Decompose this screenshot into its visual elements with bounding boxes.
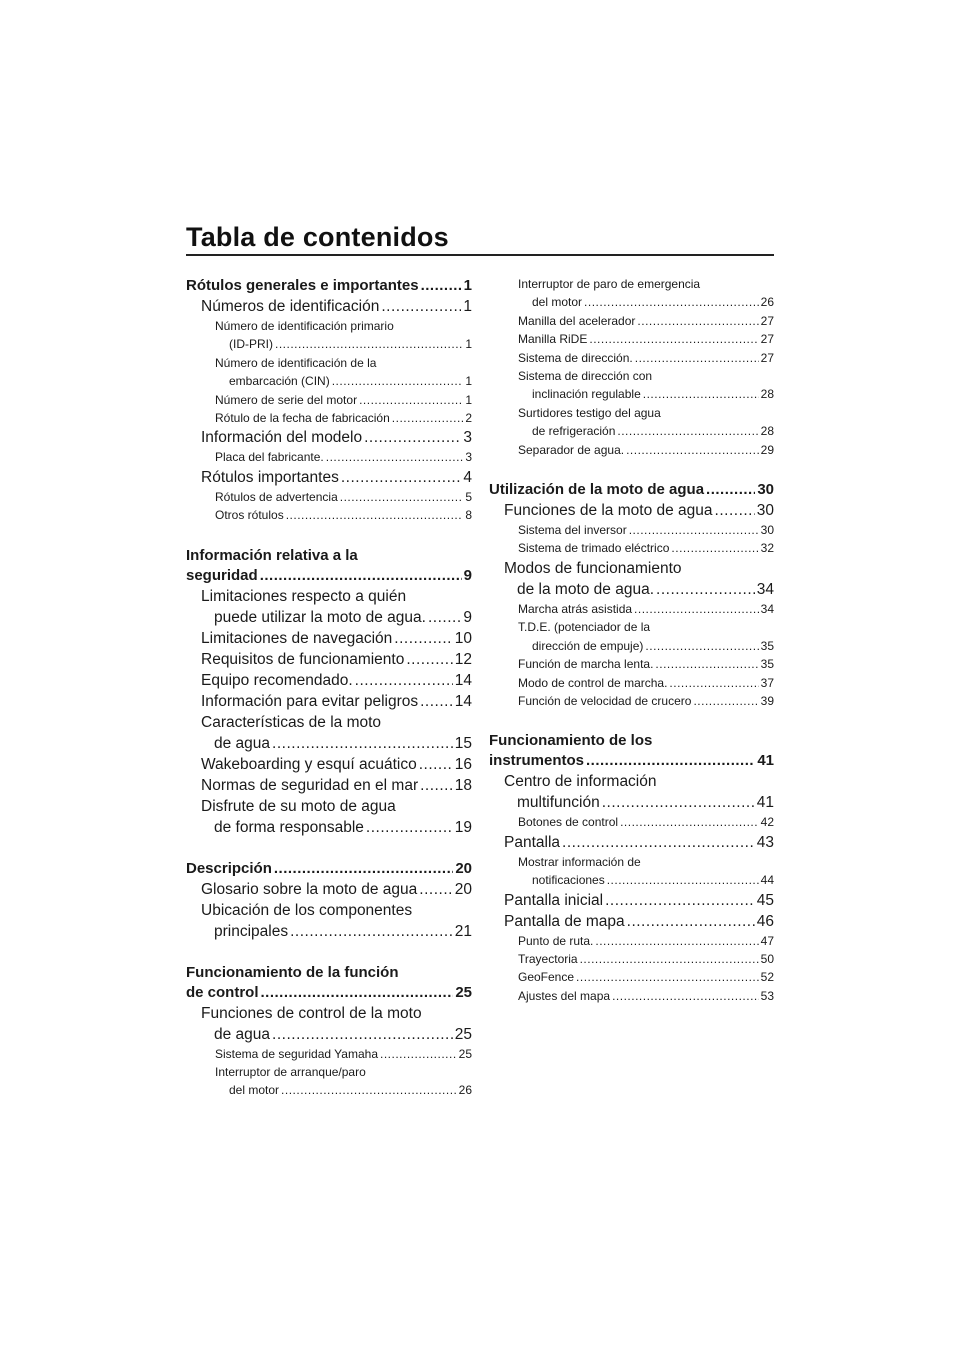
dot-leader [626,441,759,459]
toc-subentry[interactable] [186,391,472,409]
dot-leader [421,276,462,296]
toc-subentry-continued[interactable] [489,385,774,403]
toc-entry-line[interactable]: Ubicación de los componentes [201,901,413,919]
toc-subentry[interactable] [489,441,774,459]
dot-leader [620,813,759,831]
toc-entry-title: del motor [229,1083,280,1098]
toc-page-number: 39 [760,693,774,708]
toc-entry-title: (ID-PRI) [229,337,273,352]
toc-page-number: 26 [760,295,774,310]
toc-entry-title: de refrigeración [532,424,616,439]
toc-subentry-continued[interactable] [489,871,774,889]
dot-leader [595,932,758,950]
toc-page-number: 41 [756,794,774,812]
toc-entry-title: Rótulos generales e importantes [186,277,419,294]
dot-leader [364,427,461,448]
section-spacer [186,525,472,546]
toc-page-number: 35 [760,638,774,653]
toc-subentry-line[interactable]: Interruptor de arranque/paro [215,1065,366,1080]
toc-entry-continued[interactable] [186,921,472,942]
dot-leader [261,983,454,1003]
dot-leader [419,754,453,775]
toc-entry-title: Punto de ruta. [518,933,594,948]
toc-subentry-line[interactable]: Surtidores testigo del agua [518,405,661,420]
toc-entry-title: Placa del fabricante. [215,450,324,465]
toc-subentry[interactable] [489,950,774,968]
dot-leader [340,488,464,506]
toc-entry-title: puede utilizar la moto de agua. [214,608,426,626]
dot-leader [380,1045,457,1063]
dot-leader [643,385,759,403]
toc-page-number: 46 [756,912,774,930]
toc-entry[interactable] [489,890,774,911]
toc-page-number: 1 [463,277,472,294]
toc-entry-title: Rótulos importantes [201,468,339,486]
toc-entry[interactable] [186,649,472,670]
toc-entry-title: Números de identificación [201,298,380,315]
toc-entry-line[interactable]: Limitaciones respecto a quién [201,587,407,605]
toc-page-number: 27 [760,332,774,347]
toc-page-number: 52 [760,970,774,985]
section-spacer [186,838,472,859]
dot-leader [359,391,463,409]
dot-leader [381,296,461,317]
toc-entry-title: Manilla del acelerador [518,313,636,328]
toc-subentry-line[interactable]: Número de identificación primario [215,319,394,333]
dot-leader [366,817,453,838]
dot-leader [281,1081,457,1099]
toc-column-right [489,275,774,1005]
toc-subentry-line[interactable]: Interruptor de paro de emergencia [518,277,701,291]
toc-subentry[interactable] [489,312,774,330]
toc-entry-line[interactable]: Modos de funcionamiento [504,559,682,577]
dot-leader [394,628,452,649]
toc-subentry-line[interactable]: T.D.E. (potenciador de la [518,620,651,635]
dot-leader [260,566,462,586]
toc-page-number: 30 [760,523,774,538]
dot-leader [706,480,755,500]
dot-leader [589,330,758,348]
toc-entry-title: multifunción [517,794,600,812]
dot-leader [406,649,452,670]
dot-leader [332,372,464,390]
dot-leader [355,670,453,691]
toc-entry-title: Función de velocidad de crucero [518,693,692,708]
section-spacer [489,459,774,480]
toc-section-heading[interactable] [186,983,472,1003]
toc-subentry[interactable] [489,674,774,692]
toc-section-heading[interactable] [489,751,774,771]
toc-entry-title: Manilla RiDE [518,332,588,347]
toc-subentry[interactable] [489,968,774,986]
toc-subentry-line[interactable]: Mostrar información de [518,854,641,869]
toc-page-number: 21 [454,922,472,940]
toc-subentry-line[interactable]: Número de identificación de la [215,355,377,370]
toc-entry-title: Sistema de dirección. [518,350,633,365]
toc-page-number: 1 [465,374,472,389]
toc-page-number: 34 [756,580,774,598]
toc-page-number: 4 [463,468,472,486]
dot-leader [671,539,758,557]
dot-leader [274,859,453,879]
toc-page-number: 3 [463,429,472,447]
toc-page-number: 18 [454,776,472,794]
toc-entry-title: Rótulos de advertencia [215,489,338,504]
toc-entry-title: Separador de agua. [518,442,625,457]
toc-page-number: 14 [454,692,472,710]
toc-page-number: 9 [463,608,472,626]
toc-page-number: 45 [756,891,774,909]
toc-entry-title: notificaciones [532,873,605,888]
dot-leader [428,607,461,628]
toc-page-number: 50 [760,951,774,966]
dot-leader [286,506,464,524]
dot-leader [602,792,755,813]
toc-entry-title: Pantalla de mapa [504,912,625,930]
dot-leader [272,1024,453,1045]
toc-subentry-continued[interactable] [489,293,774,311]
toc-entry-title: Normas de seguridad en el mar [201,776,419,794]
toc-page-number: 53 [760,988,774,1003]
toc-subentry[interactable] [186,409,472,427]
dot-leader [629,521,759,539]
dot-leader [272,733,453,754]
toc-entry-title: dirección de empuje) [532,638,644,653]
dot-leader [341,467,462,488]
dot-leader [669,674,758,692]
toc-subentry[interactable] [489,521,774,539]
toc-subentry[interactable] [489,932,774,950]
toc-entry-continued[interactable] [489,792,774,813]
toc-entry[interactable] [186,296,472,317]
toc-page-number: 30 [756,502,774,520]
toc-page-number: 28 [760,424,774,439]
toc-entry-title: Sistema del inversor [518,523,627,538]
toc-entry-continued[interactable] [186,1024,472,1045]
section-spacer [186,942,472,963]
toc-entry-title: GeoFence [518,970,575,985]
toc-entry[interactable] [186,467,472,488]
dot-leader [420,775,453,796]
toc-section-heading[interactable] [186,566,472,586]
toc-entry-title: Número de serie del motor [215,392,358,407]
toc-entry[interactable] [186,691,472,712]
dot-leader [290,921,453,942]
toc-section-heading-line[interactable]: Funcionamiento de la función [186,963,399,981]
dot-leader [275,335,463,353]
toc-page-number: 20 [454,880,472,898]
dot-leader [637,312,758,330]
toc-entry-title: de forma responsable [214,818,364,836]
toc-entry-title: instrumentos [489,752,585,770]
toc-entry-title: Trayectoria [518,951,578,966]
toc-page-number: 19 [454,818,472,836]
toc-subentry-continued[interactable] [489,637,774,655]
toc-entry-title: Marcha atrás asistida [518,601,633,616]
toc-page-number: 26 [458,1083,472,1098]
toc-subentry[interactable] [186,448,472,466]
toc-page-number: 9 [463,566,472,584]
dot-leader [607,871,759,889]
toc-subentry[interactable] [186,1045,472,1063]
toc-entry[interactable] [186,628,472,649]
toc-entry-title: Sistema de trimado eléctrico [518,541,670,556]
toc-page-number: 30 [757,481,774,499]
page-title: Tabla de contenidos [186,222,449,252]
toc-page-number: 28 [760,387,774,402]
toc-entry-title: de control [186,983,259,1001]
dot-leader [419,879,452,900]
dot-leader [562,832,755,853]
toc-entry-title: Limitaciones de navegación [201,629,393,647]
toc-subentry[interactable] [186,506,472,524]
toc-page-number: 27 [760,350,774,365]
toc-entry-continued[interactable] [186,733,472,754]
toc-entry[interactable] [489,911,774,932]
toc-page-number: 3 [465,450,472,465]
dot-leader [580,950,759,968]
dot-leader [655,655,758,673]
toc-entry-title: de agua [214,734,271,752]
toc-entry-line[interactable]: Centro de información [504,773,657,791]
toc-entry[interactable] [186,670,472,691]
dot-leader [617,422,758,440]
toc-entry-title: Wakeboarding y esquí acuático [201,755,417,773]
toc-subentry[interactable] [489,539,774,557]
section-spacer [489,710,774,731]
toc-entry-title: de agua [214,1025,271,1043]
dot-leader [635,349,759,367]
toc-page-number: 15 [454,734,472,752]
toc-entry-title: Información para evitar peligros [201,692,419,710]
dot-leader [693,692,758,710]
toc-entry-line[interactable]: Características de la moto [201,713,382,731]
toc-entry-title: Funciones de la moto de agua [504,502,713,520]
dot-leader [576,968,759,986]
toc-entry-title: Información del modelo [201,429,363,447]
dot-leader [715,500,755,521]
toc-page-number: 47 [760,933,774,948]
dot-leader [656,579,755,600]
toc-section-heading[interactable] [186,859,472,879]
toc-entry[interactable] [186,879,472,900]
toc-page-number: 42 [760,815,774,830]
toc-page-number: 43 [756,833,774,851]
toc-page-number: 1 [465,392,472,407]
toc-column-left [186,276,472,1100]
toc-entry-title: Descripción [186,859,272,877]
toc-entry-title: Ajustes del mapa [518,988,611,1003]
toc-page-number: 14 [454,671,472,689]
toc-page-number: 2 [465,411,472,426]
dot-leader [612,987,759,1005]
toc-entry-line[interactable]: Disfrute de su moto de agua [201,797,396,815]
toc-page-number: 44 [760,873,774,888]
dot-leader [627,911,755,932]
toc-page-number: 5 [465,489,472,504]
dot-leader [645,637,758,655]
toc-entry-title: Rótulo de la fecha de fabricación [215,411,390,426]
toc-entry-title: de la moto de agua. [517,580,655,598]
toc-page-number: 29 [760,442,774,457]
toc-page-number: 1 [463,298,472,315]
toc-page-number: 34 [760,601,774,616]
toc-entry-title: embarcación (CIN) [229,374,330,389]
toc-section-heading-line[interactable]: Información relativa a la [186,546,358,564]
toc-entry-title: Pantalla inicial [504,891,604,909]
toc-entry-continued[interactable] [489,579,774,600]
toc-entry-title: Modo de control de marcha. [518,675,668,690]
toc-page-number: 20 [455,859,472,877]
toc-subentry-continued[interactable] [186,1081,472,1099]
toc-entry-title: Función de marcha lenta. [518,657,654,672]
toc-subentry[interactable] [489,600,774,618]
toc-subentry-continued[interactable] [186,335,472,353]
toc-entry-title: Sistema de seguridad Yamaha [215,1046,378,1061]
toc-subentry[interactable] [489,330,774,348]
dot-leader [605,890,755,911]
toc-page-number: 32 [760,541,774,556]
toc-entry-title: seguridad [186,566,258,584]
title-divider [186,254,774,256]
toc-entry-title: Equipo recomendado. [201,671,353,689]
toc-entry[interactable] [186,427,472,448]
toc-entry-continued[interactable] [186,817,472,838]
toc-entry-title: Pantalla [504,833,561,851]
toc-page-number: 27 [760,313,774,328]
toc-section-heading-line[interactable]: Funcionamiento de los [489,732,653,750]
toc-entry-title: inclinación regulable [532,387,641,402]
toc-entry-title: Requisitos de funcionamiento [201,650,405,668]
toc-page-number: 37 [760,675,774,690]
toc-section-heading[interactable] [489,480,774,500]
dot-leader [634,600,759,618]
toc-entry-title: principales [214,922,289,940]
toc-subentry-line[interactable]: Sistema de dirección con [518,369,653,384]
toc-entry-title: Utilización de la moto de agua [489,481,705,499]
toc-page-number: 12 [454,650,472,668]
toc-subentry-continued[interactable] [489,422,774,440]
toc-entry[interactable] [489,500,774,521]
toc-entry-continued[interactable] [186,607,472,628]
toc-page-number: 16 [454,755,472,773]
dot-leader [586,751,755,771]
toc-subentry[interactable] [489,349,774,367]
toc-subentry[interactable] [489,987,774,1005]
toc-entry-title: del motor [532,295,583,310]
toc-subentry[interactable] [489,692,774,710]
toc-section-heading[interactable] [186,276,472,296]
toc-page-number: 25 [458,1046,472,1061]
toc-subentry[interactable] [186,488,472,506]
toc-page-number: 1 [465,337,472,352]
toc-subentry[interactable] [489,655,774,673]
toc-page-number: 41 [757,752,774,770]
toc-subentry[interactable] [489,813,774,831]
toc-page-number: 10 [454,629,472,647]
toc-page-number: 25 [455,983,472,1001]
toc-subentry-continued[interactable] [186,372,472,390]
toc-page-number: 25 [454,1025,472,1043]
dot-leader [420,691,453,712]
toc-entry-title: Glosario sobre la moto de agua [201,880,418,898]
toc-entry[interactable] [489,832,774,853]
dot-leader [326,448,464,466]
toc-entry-title: Otros rótulos [215,508,284,523]
toc-page-number: 35 [760,657,774,672]
dot-leader [392,409,464,427]
toc-entry[interactable] [186,754,472,775]
toc-page-number: 8 [465,508,472,523]
toc-entry-title: Botones de control [518,815,619,830]
toc-entry-line[interactable]: Funciones de control de la moto [201,1004,422,1022]
toc-entry[interactable] [186,775,472,796]
dot-leader [584,293,759,311]
